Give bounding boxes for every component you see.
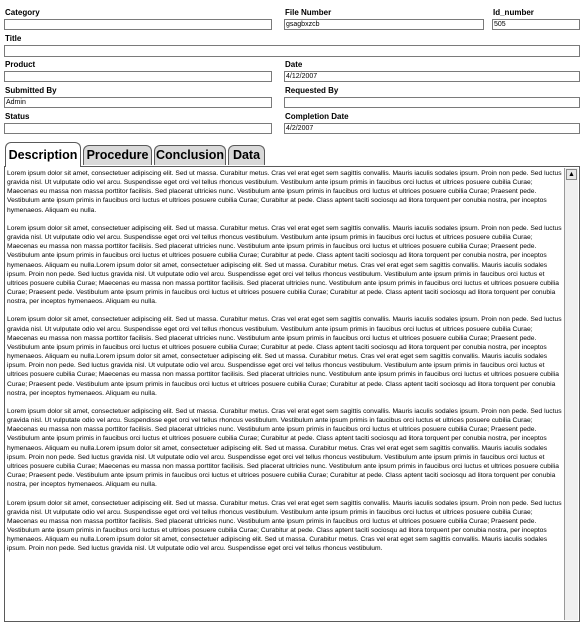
description-paragraph: Lorem ipsum dolor sit amet, consectetuer adipiscing elit. Sed ut massa. Curabitur metus. Cras vel erat eget sem sagittis convallis. Mauris iaculis sodales ipsum. Proin non pede. Sed luctus gravida nisl. Ut vulputate odio vel arcu. Suspendisse eget orci vel tellus rhoncus vestibulum. Vestibulum ante ipsum primis in faucibus orci luctus et ultrices posuere cubilia Curae; Maecenas eu massa non massa porttitor facilisis. Sed placerat ultricies nunc. Vestibulum ante ipsum primis in faucibus orci luctus et ultrices posuere cubilia Curae; Praesent pede. Vestibulum ante ipsum primis in faucibus orci luctus et ultrices posuere cubilia Curae; Curabitur at pede. Class aptent taciti sociosqu ad litora torquent per conubia nostra, per inceptos hymenaeos. Aliquam eu nulla.Lorem ipsum dolor sit amet, consectetuer adipiscing elit. Sed ut massa. Curabitur metus. Cras vel erat eget sem sagittis convallis. Mauris iaculis sodales ipsum. Proin non pede. Sed luctus gravida nisl. Ut vulputate odio vel arcu. Suspendisse eget orci vel tellus rhoncus vestibulum. Vestibulum ante ipsum primis in faucibus orci luctus et ultrices posuere cubilia Curae; Maecenas eu massa non massa porttitor facilisis. Sed placerat ultricies nunc. Vestibulum ante ipsum primis in faucibus orci luctus et ultrices posuere cubilia Curae; Praesent pede. Vestibulum ante ipsum primis in faucibus orci luctus et ultrices posuere cubilia Curae; Curabitur at pede. Class aptent taciti sociosqu ad litora torquent per conubia nostra, per inceptos hymenaeos. Aliquam eu nulla.: [7, 316, 562, 397]
id-number-label: Id_number: [493, 8, 534, 17]
description-panel: [4, 166, 580, 622]
submitted-by-field[interactable]: Admin: [4, 97, 272, 108]
status-field[interactable]: [4, 123, 272, 134]
submitted-by-label: Submitted By: [5, 86, 57, 95]
tab-description[interactable]: Description: [5, 142, 81, 167]
vertical-scrollbar[interactable]: [564, 168, 578, 620]
status-label: Status: [5, 112, 30, 121]
completion-date-label: Completion Date: [285, 112, 349, 121]
description-paragraph: Lorem ipsum dolor sit amet, consectetuer adipiscing elit. Sed ut massa. Curabitur metus. Cras vel erat eget sem sagittis convallis. Mauris iaculis sodales ipsum. Proin non pede. Sed luctus gravida nisl. Ut vulputate odio vel arcu. Suspendisse eget orci vel tellus rhoncus vestibulum. Vestibulum ante ipsum primis in faucibus orci luctus et ultrices posuere cubilia Curae; Maecenas eu massa non massa porttitor facilisis. Sed placerat ultricies nunc. Vestibulum ante ipsum primis in faucibus orci luctus et ultrices posuere cubilia Curae; Praesent pede. Vestibulum ante ipsum primis in faucibus orci luctus et ultrices posuere cubilia Curae; Curabitur at pede. Class aptent taciti sociosqu ad litora torquent per conubia nostra, per inceptos hymenaeos. Aliquam eu nulla.Lorem ipsum dolor sit amet, consectetuer adipiscing elit. Sed ut massa. Curabitur metus. Cras vel erat eget sem sagittis convallis. Mauris iaculis sodales ipsum. Proin non pede. Sed luctus gravida nisl. Ut vulputate odio vel arcu. Suspendisse eget orci vel tellus rhoncus vestibulum.: [7, 499, 562, 553]
date-field[interactable]: 4/12/2007: [284, 71, 580, 82]
tab-data[interactable]: Data: [228, 145, 265, 165]
tab-procedure[interactable]: Procedure: [83, 145, 152, 165]
file-number-field[interactable]: gsagbxzcb: [284, 19, 484, 30]
description-paragraph: Lorem ipsum dolor sit amet, consectetuer adipiscing elit. Sed ut massa. Curabitur metus. Cras vel erat eget sem sagittis convallis. Mauris iaculis sodales ipsum. Proin non pede. Sed luctus gravida nisl. Ut vulputate odio vel arcu. Suspendisse eget orci vel tellus rhoncus vestibulum. Vestibulum ante ipsum primis in faucibus orci luctus et ultrices posuere cubilia Curae; Maecenas eu massa non massa porttitor facilisis. Sed placerat ultricies nunc. Vestibulum ante ipsum primis in faucibus orci luctus et ultrices posuere cubilia Curae; Praesent pede. Vestibulum ante ipsum primis in faucibus orci luctus et ultrices posuere cubilia Curae; Curabitur at pede. Class aptent taciti sociosqu ad litora torquent per conubia nostra, per inceptos hymenaeos. Aliquam eu nulla.Lorem ipsum dolor sit amet, consectetuer adipiscing elit. Sed ut massa. Curabitur metus. Cras vel erat eget sem sagittis convallis. Mauris iaculis sodales ipsum. Proin non pede. Sed luctus gravida nisl. Ut vulputate odio vel arcu. Suspendisse eget orci vel tellus rhoncus vestibulum. Vestibulum ante ipsum primis in faucibus orci luctus et ultrices posuere cubilia Curae; Maecenas eu massa non massa porttitor facilisis. Sed placerat ultricies nunc. Vestibulum ante ipsum primis in faucibus orci luctus et ultrices posuere cubilia Curae; Praesent pede. Vestibulum ante ipsum primis in faucibus orci luctus et ultrices posuere cubilia Curae; Curabitur at pede. Class aptent taciti sociosqu ad litora torquent per conubia nostra, per inceptos hymenaeos. Aliquam eu nulla.: [7, 224, 562, 306]
id-number-field[interactable]: 505: [492, 19, 580, 30]
title-field[interactable]: [4, 45, 580, 57]
completion-date-field[interactable]: 4/2/2007: [284, 123, 580, 134]
category-field[interactable]: [4, 19, 272, 30]
requested-by-label: Requested By: [285, 86, 339, 95]
tab-conclusion[interactable]: Conclusion: [154, 145, 226, 165]
description-paragraph: Lorem ipsum dolor sit amet, consectetuer adipiscing elit. Sed ut massa. Curabitur metus. Cras vel erat eget sem sagittis convallis. Mauris iaculis sodales ipsum. Proin non pede. Sed luctus gravida nisl. Ut vulputate odio vel arcu. Suspendisse eget orci vel tellus rhoncus vestibulum. Vestibulum ante ipsum primis in faucibus orci luctus et ultrices posuere cubilia Curae; Maecenas eu massa non massa porttitor facilisis. Sed placerat ultricies nunc. Vestibulum ante ipsum primis in faucibus orci luctus et ultrices posuere cubilia Curae; Praesent pede. Vestibulum ante ipsum primis in faucibus orci luctus et ultrices posuere cubilia Curae; Curabitur at pede. Class aptent taciti sociosqu ad litora torquent per conubia nostra, per inceptos hymenaeos. Aliquam eu nulla.Lorem ipsum dolor sit amet, consectetuer adipiscing elit. Sed ut massa. Curabitur metus. Cras vel erat eget sem sagittis convallis. Mauris iaculis sodales ipsum. Proin non pede. Sed luctus gravida nisl. Ut vulputate odio vel arcu. Suspendisse eget orci vel tellus rhoncus vestibulum. Vestibulum ante ipsum primis in faucibus orci luctus et ultrices posuere cubilia Curae; Maecenas eu massa non massa porttitor facilisis. Sed placerat ultricies nunc. Vestibulum ante ipsum primis in faucibus orci luctus et ultrices posuere cubilia Curae; Praesent pede. Vestibulum ante ipsum primis in faucibus orci luctus et ultrices posuere cubilia Curae; Curabitur at pede. Class aptent taciti sociosqu ad litora torquent per conubia nostra, per inceptos hymenaeos. Aliquam eu nulla.: [7, 408, 562, 489]
description-paragraph: Lorem ipsum dolor sit amet, consectetuer adipiscing elit. Sed ut massa. Curabitur metus. Cras vel erat eget sem sagittis convallis. Mauris iaculis sodales ipsum. Proin non pede. Sed luctus gravida nisl. Ut vulputate odio vel arcu. Suspendisse eget orci vel tellus rhoncus vestibulum. Vestibulum ante ipsum primis in faucibus orci luctus et ultrices posuere cubilia Curae; Maecenas eu massa non massa porttitor facilisis. Sed placerat ultricies nunc. Vestibulum ante ipsum primis in faucibus orci luctus et ultrices posuere cubilia Curae; Praesent pede. Vestibulum ante ipsum primis in faucibus orci luctus et ultrices posuere cubilia Curae; Curabitur at pede. Class aptent taciti sociosqu ad litora torquent per conubia nostra, per inceptos hymenaeos. Aliquam eu nulla.: [7, 170, 562, 214]
category-label: Category: [5, 8, 40, 17]
description-textarea[interactable]: [7, 169, 565, 620]
title-label: Title: [5, 34, 22, 43]
arrow-up-icon[interactable]: ▲: [566, 169, 577, 180]
requested-by-field[interactable]: [284, 97, 580, 108]
product-label: Product: [5, 60, 36, 69]
date-label: Date: [285, 60, 303, 69]
product-field[interactable]: [4, 71, 272, 82]
file-number-label: File Number: [285, 8, 332, 17]
